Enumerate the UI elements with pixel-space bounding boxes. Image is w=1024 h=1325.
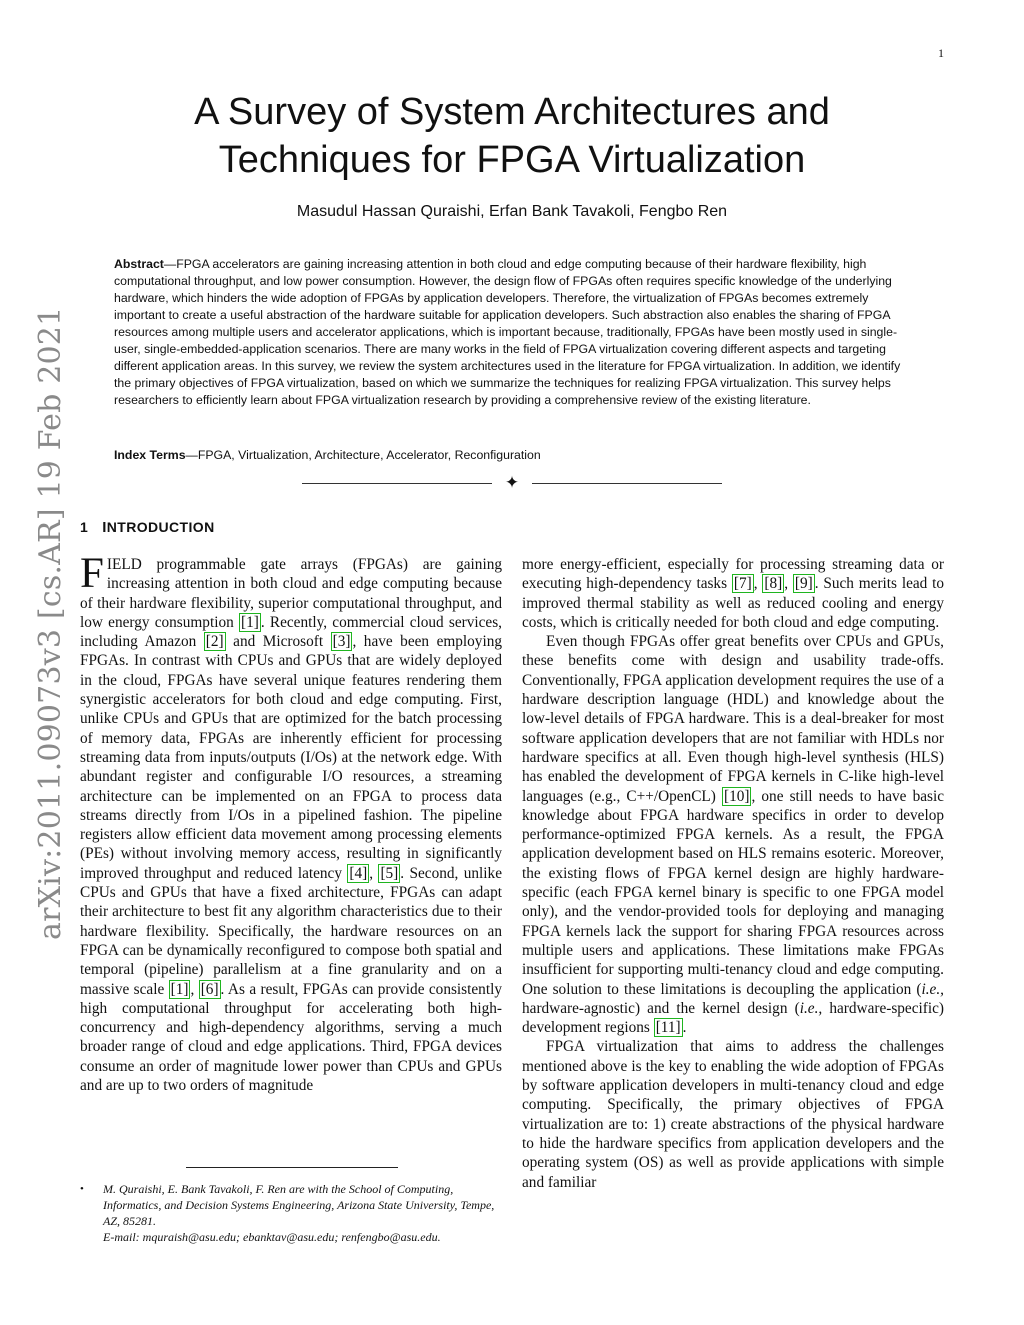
body-text: ,: [190, 980, 199, 998]
index-terms-label: Index Terms: [114, 448, 186, 462]
section-heading-introduction: [80, 519, 215, 536]
body-text: and Microsoft: [225, 633, 331, 651]
citation-link[interactable]: [4]: [349, 864, 368, 882]
intro-paragraph-1-continued: [522, 555, 944, 632]
body-column-left: [80, 550, 503, 1095]
body-text: hardware-specific) development regions: [522, 999, 944, 1037]
body-text-italic: i.e.,: [799, 999, 823, 1017]
lead-smallcaps: IELD: [106, 556, 142, 573]
abstract: [114, 256, 914, 409]
body-text: . Recently, commercial cloud services, including Amazon: [80, 613, 503, 651]
author-affiliation-footnote: [80, 1181, 502, 1245]
body-text: ,: [784, 575, 793, 593]
body-text: . Such merits lead to improved thermal stability as well as reduced cooling and energy costs, which is critically needed for both cloud and edge computing.: [522, 575, 945, 631]
body-text: more energy-efficient, especially for processing streaming data or executing high-dependency tasks: [522, 556, 944, 593]
footnote-rule: [186, 1167, 398, 1168]
citation-link[interactable]: [8]: [764, 575, 783, 593]
abstract-text: —FPGA accelerators are gaining increasing attention in both cloud and edge computing because of their hardware flexibility, high computational throughput, and low power consumption. However, the design flow of FPGAs often requires specific knowledge of the underlying hardware, which hinders the wide adoption of FPGAs by application developers. Therefore, the virtualization of FPGAs becomes extremely important to create a useful abstraction of the hardware suitable for application developers. Such abstraction also enables the sharing of FPGA resources among multiple users and accelerator applications, which is important because, traditionally, FPGAs have been mostly used in single-user, single-embedded-application scenarios. There are many works in the field of FPGA virtualization covering different aspects and targeting different application areas. In this survey, we review the system architectures used in the literature for FPGA virtualization. In addition, we identify the primary objectives of FPGA virtualization, based on which we summarize the techniques for realizing FPGA virtualization. This survey helps researchers to efficiently learn about FPGA virtualization research by providing a comprehensive review of the existing literature.: [114, 257, 901, 407]
body-text: ,: [753, 575, 763, 593]
body-column-right: [522, 555, 944, 1192]
citation-link[interactable]: [10]: [723, 787, 750, 805]
drop-cap: F: [80, 550, 104, 597]
arxiv-identifier-stamp: arXiv:2011.09073v3 [cs.AR] 19 Feb 2021: [33, 306, 68, 940]
footnote-bullet: •: [80, 1183, 84, 1195]
body-text: Even though FPGAs offer great benefits over CPUs and GPUs, these benefits come with design and usability trade-offs. Conventionally, FPGA application development requires the use of a hardware description language (HDL) and knowledge about the low-level details of FPGA hardware. This is a deal-breaker for most software application developers that are not familiar with HDLs nor hardware specifics at all. Even though high-level synthesis (HLS) has enabled the development of FPGA kernels in C-like high-level languages (e.g., C++/OpenCL): [522, 633, 944, 805]
separator-rule-left: [302, 483, 492, 484]
citation-link[interactable]: [2]: [205, 633, 224, 651]
section-number: 1: [80, 519, 89, 535]
separator-rule-right: [532, 483, 722, 484]
citation-link[interactable]: [9]: [794, 575, 813, 593]
abstract-label: Abstract: [114, 257, 164, 271]
body-text: . As a result, FPGAs can provide consistently high computational throughput for accelerating both high-concurrency and high-dependency algorithms, serving a much broader range of cloud and edge applications. Third, FPGA devices consume an order of magnitude lower power than CPUs and GPUs and are up to two orders of magnitude: [80, 980, 502, 1095]
section-title-initial: I: [102, 519, 107, 536]
index-terms-text: —FPGA, Virtualization, Architecture, Accelerator, Reconfiguration: [185, 448, 541, 462]
citation-link[interactable]: [6]: [200, 980, 219, 998]
body-text: .: [682, 1019, 687, 1037]
paper-title: A Survey of System Architectures and Techniques for FPGA Virtualization: [194, 91, 830, 181]
citation-link[interactable]: [7]: [733, 575, 752, 593]
section-title-rest: NTRODUCTION: [106, 519, 215, 535]
section-separator: [302, 473, 722, 495]
body-text: , have been employing FPGAs. In contrast with CPUs and GPUs that are widely deployed in the cloud, FPGAs have several unique features rendering them synergistic accelerators for both cloud and edge computing. First, unlike CPUs and GPUs that are optimized for the batch processing of memory data, FPGAs are inherently efficient for processing streaming data from inputs/outputs (I/Os) at the network edge. With abundant register and configurable I/O resources, a streaming architecture can be implemented on an FPGA to process data streams directly from I/Os in a pipelined fashion. The pipeline registers allow efficient data movement among processing elements (PEs) without involving memory access, resulting in significantly improved throughput and reduced latency: [80, 633, 503, 882]
page-number: 1: [938, 46, 944, 60]
footnote-email-text: E-mail: mquraish@asu.edu; ebanktav@asu.edu; renfengbo@asu.edu.: [103, 1230, 441, 1244]
author-list: Masudul Hassan Quraishi, Erfan Bank Tavakoli, Fengbo Ren: [296, 203, 728, 220]
separator-star-icon: ✦: [504, 473, 520, 493]
body-text: , one still needs to have basic knowledge about FPGA hardware specifics in order to develop performance-optimized FPGA kernels. As a result, the FPGA application development based on HLS remains esoteric. Moreover, the existing flows of FPGA kernel design are highly hardware-specific (each FPGA kernel binary is specific to one FPGA model only), and the vendor-provided tools for deploying and managing FPGA kernels lack the support for sharing FPGA resources across multiple users and applications. These limitations make FPGAs insufficient for supporting multi-tenancy cloud and edge computing. One solution to these limitations is decoupling the application (: [522, 787, 944, 998]
footnote-affiliation-text: M. Quraishi, E. Bank Tavakoli, F. Ren are with the School of Computing, Informatics, and Decision Systems Engineering, Arizona State University, Tempe, AZ, 85281.: [103, 1182, 495, 1228]
citation-link[interactable]: [1]: [240, 613, 259, 631]
body-text: . Second, unlike CPUs and GPUs that have a fixed architecture, FPGAs can adapt their architecture to best fit any algorithm characteristics due to their hardware flexibility. Specifically, the hardware resources on an FPGA can be dynamically reconfigured to compose both spatial and temporal (pipeline) parallelism at a fine granularity and on a massive scale: [80, 864, 502, 998]
intro-paragraph-3: FPGA virtualization that aims to address the challenges mentioned above is the key to enabling the wide adoption of FPGAs by software application developers in multi-tenancy cloud and edge computing. Specifically, the primary objectives of FPGA virtualization are to: 1) create abstractions of the physical hardware to hide the hardware specifics from application developers and the operating system (OS) as well as provide applications with simple and familiar: [522, 1038, 944, 1191]
body-text: ,: [369, 864, 379, 882]
intro-paragraph-1: [80, 550, 503, 1095]
body-text-italic: i.e.,: [921, 980, 944, 998]
citation-link[interactable]: [5]: [380, 864, 399, 882]
index-terms: [114, 447, 914, 464]
intro-paragraph-2: [522, 632, 944, 1037]
citation-link[interactable]: [11]: [655, 1019, 681, 1037]
body-text: hardware-agnostic) and the kernel design (: [522, 999, 800, 1017]
citation-link[interactable]: [1]: [170, 980, 189, 998]
body-text: programmable gate arrays (FPGAs) are gaining increasing attention in both cloud and edge computing because of their hardware flexibility, superior computational throughput, and low energy consumption: [80, 556, 502, 631]
citation-link[interactable]: [3]: [332, 633, 351, 651]
